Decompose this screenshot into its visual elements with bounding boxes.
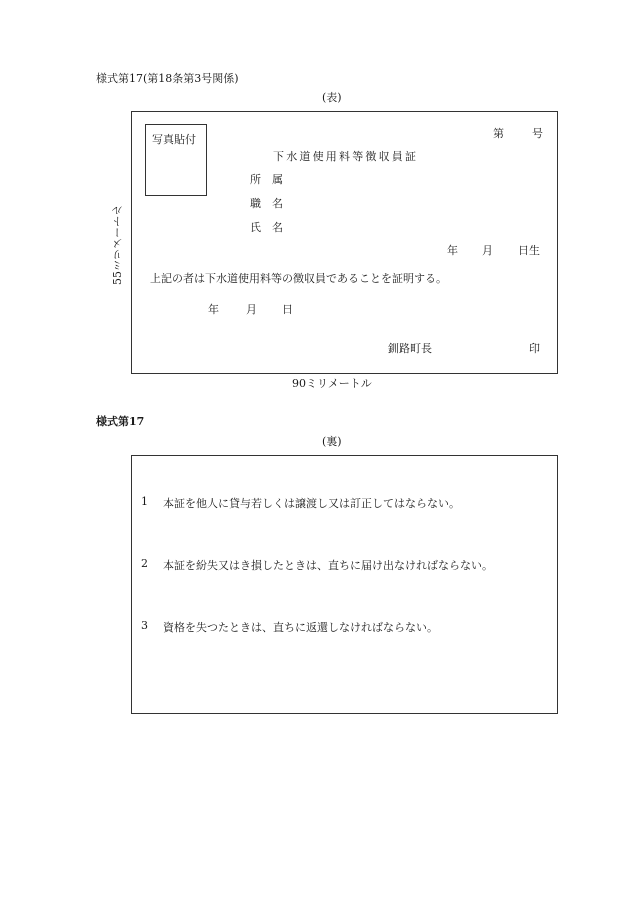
- width-dimension-label: 90ミリメートル: [292, 377, 372, 390]
- birth-year: 年: [447, 244, 458, 257]
- field-position-char1: 職: [250, 197, 261, 210]
- issuer: 釧路町長: [388, 342, 432, 355]
- height-dimension-label: 55ミリメートル: [111, 205, 124, 285]
- front-card: [131, 111, 558, 374]
- back-item-1-number: 1: [141, 495, 148, 508]
- issue-day: 日: [282, 303, 293, 316]
- back-item-1-text: 本証を他人に貸与若しくは譲渡し又は訂正してはならない。: [163, 497, 460, 510]
- seal-mark: 印: [529, 342, 540, 355]
- birth-day: 日生: [518, 244, 540, 257]
- back-item-3-number: 3: [141, 619, 148, 632]
- back-item-2-text: 本証を紛失又はき損したときは、直ちに届け出なければならない。: [163, 559, 493, 572]
- issue-year: 年: [208, 303, 219, 316]
- certify-text: 上記の者は下水道使用料等の徴収員であることを証明する。: [150, 272, 447, 285]
- back-item-2-number: 2: [141, 557, 148, 570]
- birth-month: 月: [482, 244, 493, 257]
- issue-month: 月: [246, 303, 257, 316]
- card-title: 下水道使用料等徴収員証: [273, 150, 419, 163]
- field-position-char2: 名: [272, 197, 283, 210]
- field-affiliation-char2: 属: [272, 173, 283, 186]
- photo-label: 写真貼付: [152, 133, 196, 146]
- field-name-char1: 氏: [250, 221, 261, 234]
- front-side-label: (表): [322, 91, 342, 104]
- field-name-char2: 名: [272, 221, 283, 234]
- back-form-title: 様式第17: [96, 415, 145, 428]
- number-go: 号: [532, 127, 543, 140]
- number-dai: 第: [493, 127, 504, 140]
- back-side-label: (裏): [322, 435, 342, 448]
- field-affiliation-char1: 所: [250, 173, 261, 186]
- photo-box: [145, 124, 207, 196]
- back-item-3-text: 資格を失つたときは、直ちに返還しなければならない。: [163, 621, 438, 634]
- form-title: 様式第17(第18条第3号関係): [96, 72, 239, 85]
- back-card: [131, 455, 558, 714]
